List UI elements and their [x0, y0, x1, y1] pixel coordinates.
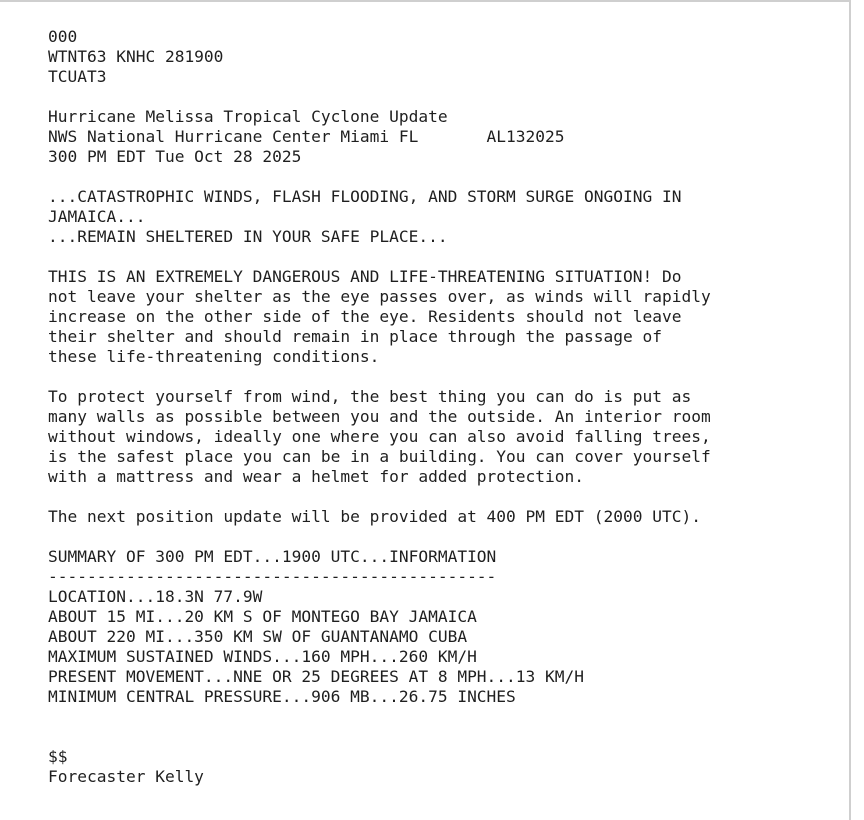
blank-line — [48, 247, 711, 267]
warning-paragraph-line: increase on the other side of the eye. Residents should not leave — [48, 307, 682, 326]
blank-line — [48, 527, 711, 547]
next-update-line: The next position update will be provided at 400 PM EDT (2000 UTC). — [48, 507, 701, 526]
summary-pressure: MINIMUM CENTRAL PRESSURE...906 MB...26.75 INCHES — [48, 687, 516, 706]
protection-paragraph-line: many walls as possible between you and the outside. An interior room — [48, 407, 711, 426]
end-of-product-marker: $$ — [48, 747, 68, 766]
blank-line — [48, 727, 711, 747]
summary-movement: PRESENT MOVEMENT...NNE OR 25 DEGREES AT 8 MPH...13 KM/H — [48, 667, 585, 686]
awips-id-line: TCUAT3 — [48, 67, 107, 86]
summary-max-winds: MAXIMUM SUSTAINED WINDS...160 MPH...260 KM/H — [48, 647, 477, 666]
protection-paragraph-line: To protect yourself from wind, the best thing you can do is put as — [48, 387, 692, 406]
blank-line — [48, 87, 711, 107]
blank-line — [48, 487, 711, 507]
headline-line: JAMAICA... — [48, 207, 146, 226]
blank-line — [48, 707, 711, 727]
blank-line — [48, 367, 711, 387]
summary-distance-guantanamo: ABOUT 220 MI...350 KM SW OF GUANTANAMO CUBA — [48, 627, 468, 646]
wmo-header-line: WTNT63 KNHC 281900 — [48, 47, 224, 66]
summary-divider: ---------------------------------------------- — [48, 567, 497, 586]
warning-paragraph-line: THIS IS AN EXTREMELY DANGEROUS AND LIFE-THREATENING SITUATION! Do — [48, 267, 682, 286]
forecaster-signature: Forecaster Kelly — [48, 767, 204, 786]
issuing-office-line: NWS National Hurricane Center Miami FL AL132025 — [48, 127, 565, 146]
headline-line: ...REMAIN SHELTERED IN YOUR SAFE PLACE... — [48, 227, 448, 246]
warning-paragraph-line: not leave your shelter as the eye passes over, as winds will rapidly — [48, 287, 711, 306]
product-title: Hurricane Melissa Tropical Cyclone Update — [48, 107, 448, 126]
headline-line: ...CATASTROPHIC WINDS, FLASH FLOODING, AND STORM SURGE ONGOING IN — [48, 187, 682, 206]
summary-location: LOCATION...18.3N 77.9W — [48, 587, 263, 606]
wmo-header-line: 000 — [48, 27, 78, 46]
protection-paragraph-line: is the safest place you can be in a building. You can cover yourself — [48, 447, 711, 466]
issuance-time-line: 300 PM EDT Tue Oct 28 2025 — [48, 147, 302, 166]
protection-paragraph-line: without windows, ideally one where you can also avoid falling trees, — [48, 427, 711, 446]
blank-line — [48, 167, 711, 187]
protection-paragraph-line: with a mattress and wear a helmet for added protection. — [48, 467, 585, 486]
bulletin-text — [48, 27, 711, 787]
warning-paragraph-line: their shelter and should remain in place through the passage of — [48, 327, 662, 346]
summary-heading: SUMMARY OF 300 PM EDT...1900 UTC...INFORMATION — [48, 547, 497, 566]
warning-paragraph-line: these life-threatening conditions. — [48, 347, 380, 366]
summary-distance-montego-bay: ABOUT 15 MI...20 KM S OF MONTEGO BAY JAMAICA — [48, 607, 477, 626]
